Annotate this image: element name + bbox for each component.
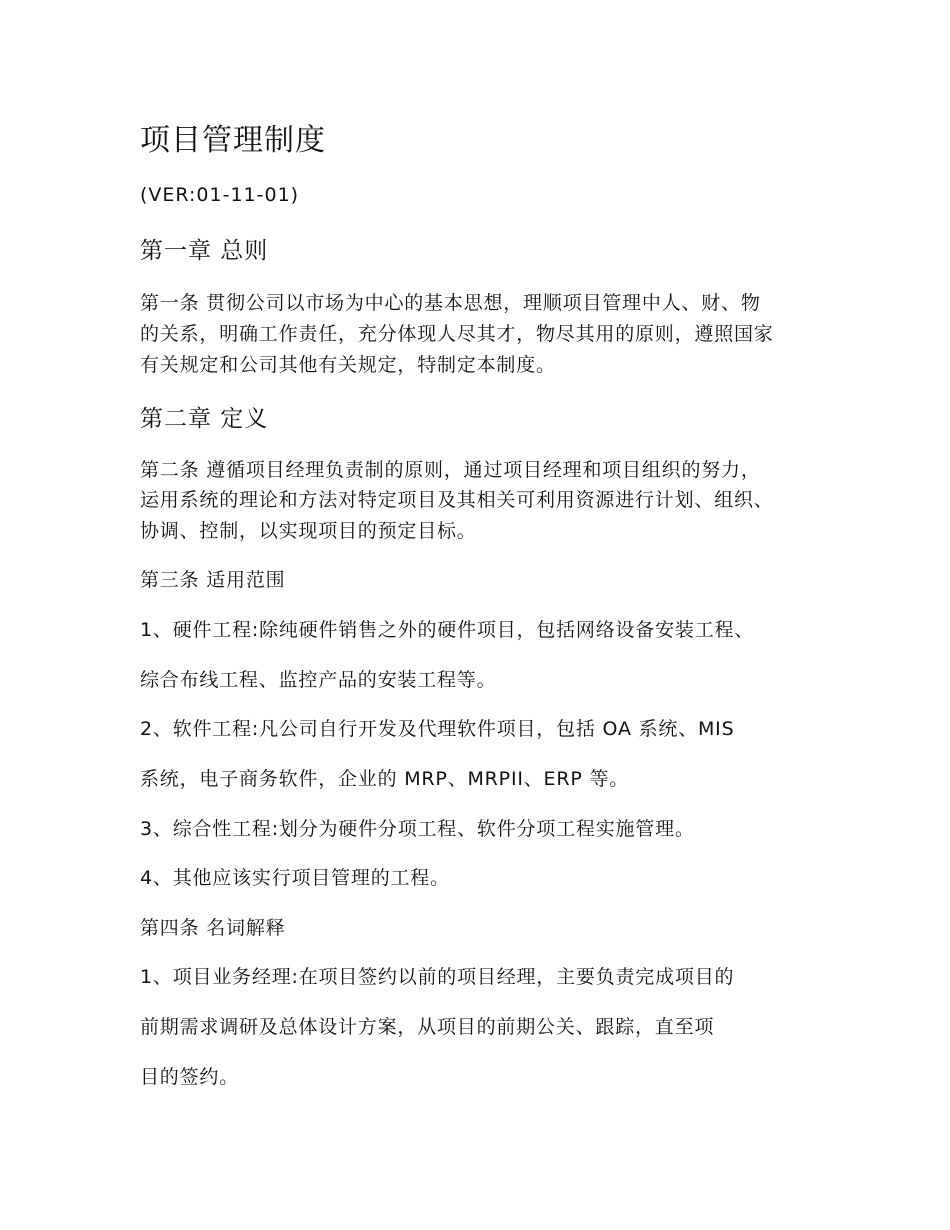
- article-4-item-1-cont: 前期需求调研及总体设计方案，从项目的前期公关、跟踪，直至项: [140, 1016, 715, 1038]
- article-3-item-2-cont: 系统，电子商务软件，企业的 MRP、MRPII、ERP 等。: [140, 768, 630, 790]
- document-version: (VER:01-11-01): [140, 184, 300, 206]
- article-2-line-2: 运用系统的理论和方法对特定项目及其相关可利用资源进行计划、组织、: [140, 489, 774, 511]
- article-3-item-1-cont: 综合布线工程、监控产品的安装工程等。: [140, 669, 497, 691]
- article-4-item-1-end: 目的签约。: [140, 1066, 240, 1088]
- article-4-heading: 第四条 名词解释: [140, 917, 286, 939]
- article-3-heading: 第三条 适用范围: [140, 569, 286, 591]
- article-1-line-3: 有关规定和公司其他有关规定，特制定本制度。: [140, 354, 556, 376]
- article-1-line-2: 的关系，明确工作责任，充分体现人尽其才，物尽其用的原则，遵照国家: [140, 323, 774, 345]
- article-4-item-1: 1、项目业务经理:在项目签约以前的项目经理，主要负责完成项目的: [140, 966, 735, 988]
- article-3-item-2: 2、软件工程:凡公司自行开发及代理软件项目，包括 OA 系统、MIS: [140, 718, 735, 740]
- article-2-line-1: 第二条 遵循项目经理负责制的原则，通过项目经理和项目组织的努力，: [140, 459, 761, 481]
- chapter-2-heading: 第二章 定义: [140, 406, 269, 432]
- article-1-line-1: 第一条 贯彻公司以市场为中心的基本思想，理顺项目管理中人、财、物: [140, 292, 761, 314]
- article-3-item-4: 4、其他应该实行项目管理的工程。: [140, 867, 450, 889]
- chapter-1-heading: 第一章 总则: [140, 238, 269, 264]
- article-3-item-1: 1、硬件工程:除纯硬件销售之外的硬件项目，包括网络设备安装工程、: [140, 619, 755, 641]
- article-3-item-3: 3、综合性工程:划分为硬件分项工程、软件分项工程实施管理。: [140, 818, 695, 840]
- article-2-line-3: 协调、控制，以实现项目的预定目标。: [140, 520, 477, 542]
- document-title: 项目管理制度: [140, 123, 326, 158]
